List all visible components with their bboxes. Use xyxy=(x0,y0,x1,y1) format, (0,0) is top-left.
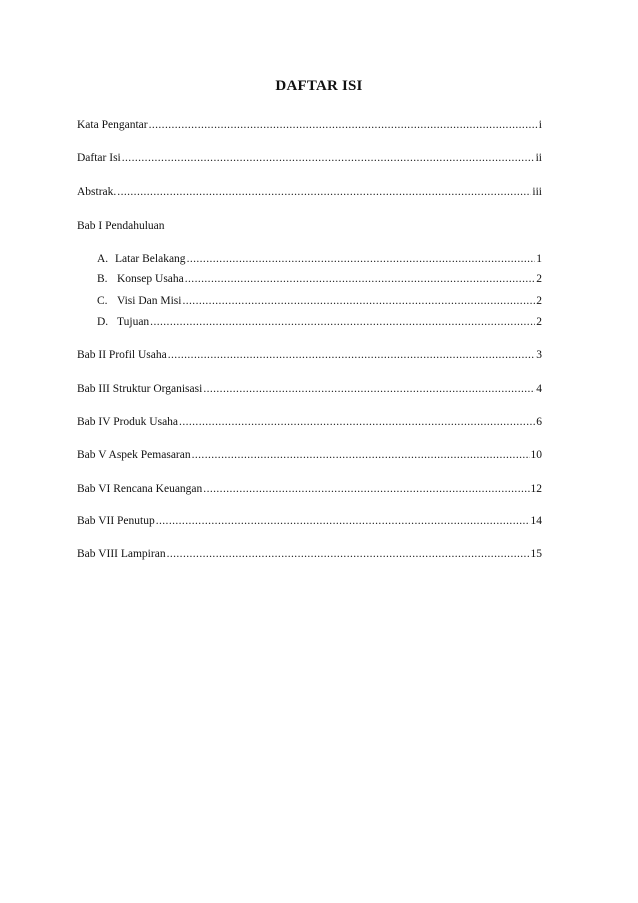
dot-leader xyxy=(203,382,535,396)
toc-entry-daftar-isi xyxy=(77,151,542,165)
toc-page-number: 12 xyxy=(530,483,542,495)
toc-entry-label: Visi Dan Misi xyxy=(117,295,182,307)
toc-page-number: 2 xyxy=(536,316,542,328)
toc-entry-bab-viii xyxy=(77,547,542,561)
toc-entry-label: Daftar Isi xyxy=(77,152,121,164)
toc-entry-label: Bab V Aspek Pemasaran xyxy=(77,449,191,461)
toc-subentry-tujuan xyxy=(97,315,542,329)
dot-leader xyxy=(182,294,535,308)
toc-subentry-konsep-usaha xyxy=(97,272,542,286)
dot-leader xyxy=(187,252,536,266)
dot-leader xyxy=(179,415,535,429)
toc-entry-label: Konsep Usaha xyxy=(117,273,184,285)
toc-subentry-visi-dan-misi xyxy=(97,294,542,308)
toc-entry-label: Tujuan xyxy=(117,316,150,328)
toc-subentry-marker: D. xyxy=(97,316,109,328)
toc-entry-bab-iv xyxy=(77,415,542,429)
toc-entry-label: Bab VIII Lampiran xyxy=(77,548,166,560)
toc-entry-label: Bab VII Penutup xyxy=(77,515,155,527)
toc-page-number: 14 xyxy=(530,515,542,527)
toc-entry-bab-iii xyxy=(77,382,542,396)
dot-leader xyxy=(149,118,538,132)
toc-page-number: 3 xyxy=(536,349,542,361)
toc-page-number: 4 xyxy=(536,383,542,395)
toc-page-number: 6 xyxy=(536,416,542,428)
page-title: DAFTAR ISI xyxy=(275,78,363,94)
toc-page-number: ii xyxy=(535,152,542,164)
toc-subentry-marker: C. xyxy=(97,295,108,307)
toc-page-number: 2 xyxy=(536,295,542,307)
toc-subentry-marker: A. xyxy=(97,253,109,265)
toc-subentry-latar-belakang xyxy=(97,252,542,266)
dot-leader xyxy=(117,185,531,199)
toc-page-number: i xyxy=(538,119,542,131)
toc-entry-bab-i xyxy=(77,219,542,233)
toc-page-number: 15 xyxy=(530,548,542,560)
toc-entry-label: Bab VI Rencana Keuangan xyxy=(77,483,203,495)
dot-leader xyxy=(192,448,530,462)
toc-entry-label: Bab II Profil Usaha xyxy=(77,349,167,361)
toc-page-number: 10 xyxy=(530,449,542,461)
toc-entry-label: Bab I Pendahuluan xyxy=(77,220,165,232)
toc-page-number: 2 xyxy=(536,273,542,285)
toc-entry-label: Kata Pengantar xyxy=(77,119,148,131)
dot-leader xyxy=(168,348,536,362)
toc-entry-bab-vii xyxy=(77,514,542,528)
toc-entry-bab-ii xyxy=(77,348,542,362)
toc-subentry-marker: B. xyxy=(97,273,108,285)
dot-leader xyxy=(150,315,535,329)
toc-page-number: 1 xyxy=(536,253,542,265)
dot-leader xyxy=(203,482,529,496)
toc-entry-bab-vi xyxy=(77,482,542,496)
dot-leader xyxy=(122,151,535,165)
dot-leader xyxy=(156,514,530,528)
dot-leader xyxy=(167,547,530,561)
toc-entry-label: Bab IV Produk Usaha xyxy=(77,416,179,428)
dot-leader xyxy=(185,272,536,286)
toc-entry-bab-v xyxy=(77,448,542,462)
toc-entry-label: Latar Belakang xyxy=(115,253,186,265)
toc-page-number: iii xyxy=(532,186,542,198)
toc-entry-kata-pengantar xyxy=(77,118,542,132)
toc-entry-abstrak xyxy=(77,185,542,199)
toc-entry-label: Abstrak. xyxy=(77,186,117,198)
toc-entry-label: Bab III Struktur Organisasi xyxy=(77,383,203,395)
